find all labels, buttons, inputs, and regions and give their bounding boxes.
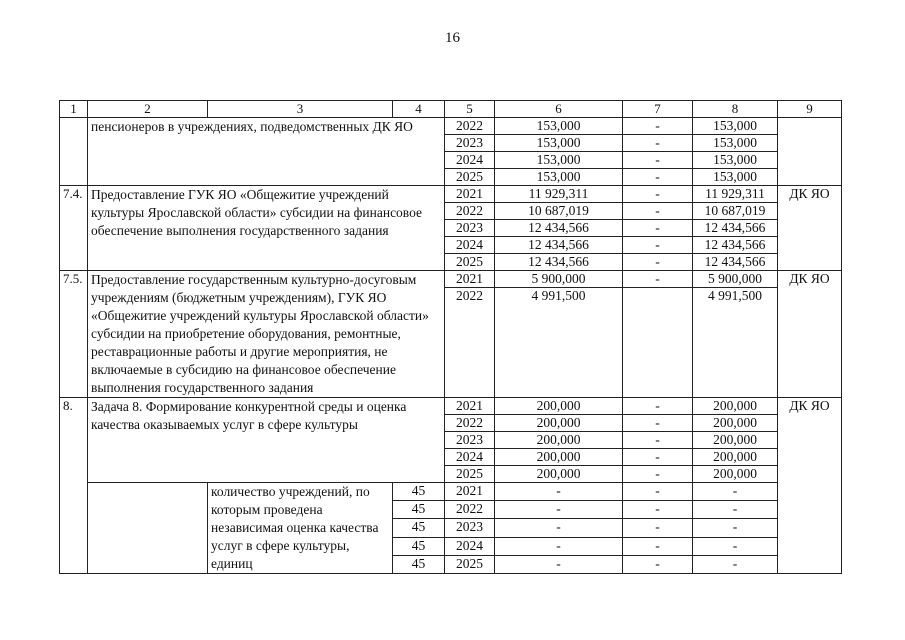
- task-description: Задача 8. Формирование конкурентной среды и оценка качества оказываемых услуг в сфере культуры: [88, 398, 445, 483]
- year-cell: 2025: [445, 555, 495, 573]
- year-cell: 2022: [445, 415, 495, 432]
- amount-cell: -: [623, 483, 693, 501]
- empty-cell: [88, 483, 208, 574]
- amount-cell: -: [623, 169, 693, 186]
- amount-cell: 5 900,000: [693, 271, 778, 288]
- amount-cell: -: [623, 398, 693, 415]
- executor-cell: ДК ЯО: [778, 186, 842, 271]
- amount-cell: 4 991,500: [693, 288, 778, 398]
- amount-cell: 153,000: [495, 152, 623, 169]
- measure-description: Предоставление государственным культурно-досуговым учреждениям (бюджетным учреждениям), ГУК ЯО «Общежитие учреждений культуры Ярославской области» субсидии на приобретение оборудования, ремонтные, реставрационные работы и другие мероприятия, не включаемые в субсидию на финансовое обеспечение выполнения государственного задания: [88, 271, 445, 398]
- amount-cell: 10 687,019: [693, 203, 778, 220]
- budget-table: [59, 100, 842, 574]
- header-cell: 4: [393, 101, 445, 118]
- amount-cell: 200,000: [693, 415, 778, 432]
- amount-cell: -: [693, 537, 778, 555]
- year-cell: 2022: [445, 288, 495, 398]
- executor-cell: [778, 118, 842, 186]
- year-cell: 2025: [445, 466, 495, 483]
- table-row: [60, 186, 842, 203]
- amount-cell: 11 929,311: [495, 186, 623, 203]
- amount-cell: -: [623, 135, 693, 152]
- target-value-cell: 45: [393, 555, 445, 573]
- year-cell: 2024: [445, 152, 495, 169]
- amount-cell: 153,000: [693, 118, 778, 135]
- amount-cell: 200,000: [693, 449, 778, 466]
- amount-cell: -: [623, 432, 693, 449]
- year-cell: 2022: [445, 118, 495, 135]
- year-cell: 2021: [445, 271, 495, 288]
- year-cell: 2024: [445, 449, 495, 466]
- amount-cell: 200,000: [693, 398, 778, 415]
- amount-cell: 200,000: [495, 415, 623, 432]
- amount-cell: -: [623, 466, 693, 483]
- amount-cell: -: [623, 519, 693, 537]
- header-cell: 6: [495, 101, 623, 118]
- amount-cell: 12 434,566: [495, 254, 623, 271]
- indicator-description: количество учреждений, по которым проведена независимая оценка качества услуг в сфере культуры, единиц: [208, 483, 393, 574]
- amount-cell: 12 434,566: [693, 237, 778, 254]
- row-number-cell: 7.5.: [60, 271, 88, 398]
- year-cell: 2024: [445, 537, 495, 555]
- header-cell: 9: [778, 101, 842, 118]
- target-value-cell: 45: [393, 483, 445, 501]
- year-cell: 2022: [445, 501, 495, 519]
- amount-cell: -: [495, 501, 623, 519]
- amount-cell: -: [623, 118, 693, 135]
- amount-cell: -: [693, 501, 778, 519]
- amount-cell: 200,000: [495, 398, 623, 415]
- amount-cell: -: [495, 483, 623, 501]
- header-cell: 8: [693, 101, 778, 118]
- amount-cell: 12 434,566: [495, 237, 623, 254]
- executor-cell: ДК ЯО: [778, 271, 842, 398]
- measure-description: пенсионеров в учреждениях, подведомственных ДК ЯО: [88, 118, 445, 186]
- year-cell: 2021: [445, 483, 495, 501]
- year-cell: 2022: [445, 203, 495, 220]
- amount-cell: 153,000: [495, 118, 623, 135]
- year-cell: 2025: [445, 169, 495, 186]
- target-value-cell: 45: [393, 501, 445, 519]
- amount-cell: -: [693, 555, 778, 573]
- year-cell: 2023: [445, 519, 495, 537]
- amount-cell: 153,000: [693, 152, 778, 169]
- amount-cell: 153,000: [495, 169, 623, 186]
- amount-cell: 153,000: [693, 169, 778, 186]
- header-cell: 7: [623, 101, 693, 118]
- amount-cell: -: [623, 501, 693, 519]
- amount-cell: 11 929,311: [693, 186, 778, 203]
- year-cell: 2025: [445, 254, 495, 271]
- amount-cell: -: [495, 537, 623, 555]
- year-cell: 2021: [445, 186, 495, 203]
- amount-cell: -: [623, 415, 693, 432]
- target-value-cell: 45: [393, 537, 445, 555]
- amount-cell: -: [693, 483, 778, 501]
- executor-cell: ДК ЯО: [778, 398, 842, 574]
- amount-cell: 200,000: [693, 466, 778, 483]
- amount-cell: 5 900,000: [495, 271, 623, 288]
- table-row: [60, 398, 842, 415]
- amount-cell: 200,000: [495, 432, 623, 449]
- row-number-cell: 8.: [60, 398, 88, 574]
- amount-cell: -: [693, 519, 778, 537]
- table-row: [60, 271, 842, 288]
- amount-cell: 12 434,566: [693, 220, 778, 237]
- amount-cell: -: [623, 203, 693, 220]
- amount-cell: -: [623, 186, 693, 203]
- amount-cell: -: [495, 555, 623, 573]
- amount-cell: -: [495, 519, 623, 537]
- amount-cell: 200,000: [495, 466, 623, 483]
- amount-cell: 10 687,019: [495, 203, 623, 220]
- amount-cell: 200,000: [693, 432, 778, 449]
- measure-description: Предоставление ГУК ЯО «Общежитие учреждений культуры Ярославской области» субсидии на финансовое обеспечение выполнения государственного задания: [88, 186, 445, 271]
- amount-cell: -: [623, 449, 693, 466]
- amount-cell: 153,000: [693, 135, 778, 152]
- year-cell: 2024: [445, 237, 495, 254]
- table-row: [60, 118, 842, 135]
- amount-cell: 4 991,500: [495, 288, 623, 398]
- amount-cell: -: [623, 271, 693, 288]
- table-row: [60, 483, 842, 501]
- header-cell: 2: [88, 101, 208, 118]
- header-cell: 1: [60, 101, 88, 118]
- amount-cell: -: [623, 537, 693, 555]
- target-value-cell: 45: [393, 519, 445, 537]
- amount-cell: 12 434,566: [693, 254, 778, 271]
- page-number: 16: [445, 30, 460, 46]
- amount-cell: -: [623, 254, 693, 271]
- row-number-cell: 7.4.: [60, 186, 88, 271]
- amount-cell: 153,000: [495, 135, 623, 152]
- year-cell: 2021: [445, 398, 495, 415]
- year-cell: 2023: [445, 432, 495, 449]
- amount-cell: -: [623, 220, 693, 237]
- amount-cell: -: [623, 555, 693, 573]
- header-row: [60, 101, 842, 118]
- amount-cell: 12 434,566: [495, 220, 623, 237]
- row-number-cell: [60, 118, 88, 186]
- header-cell: 5: [445, 101, 495, 118]
- year-cell: 2023: [445, 220, 495, 237]
- amount-cell: -: [623, 237, 693, 254]
- amount-cell: 200,000: [495, 449, 623, 466]
- year-cell: 2023: [445, 135, 495, 152]
- amount-cell: -: [623, 152, 693, 169]
- header-cell: 3: [208, 101, 393, 118]
- amount-cell: [623, 288, 693, 398]
